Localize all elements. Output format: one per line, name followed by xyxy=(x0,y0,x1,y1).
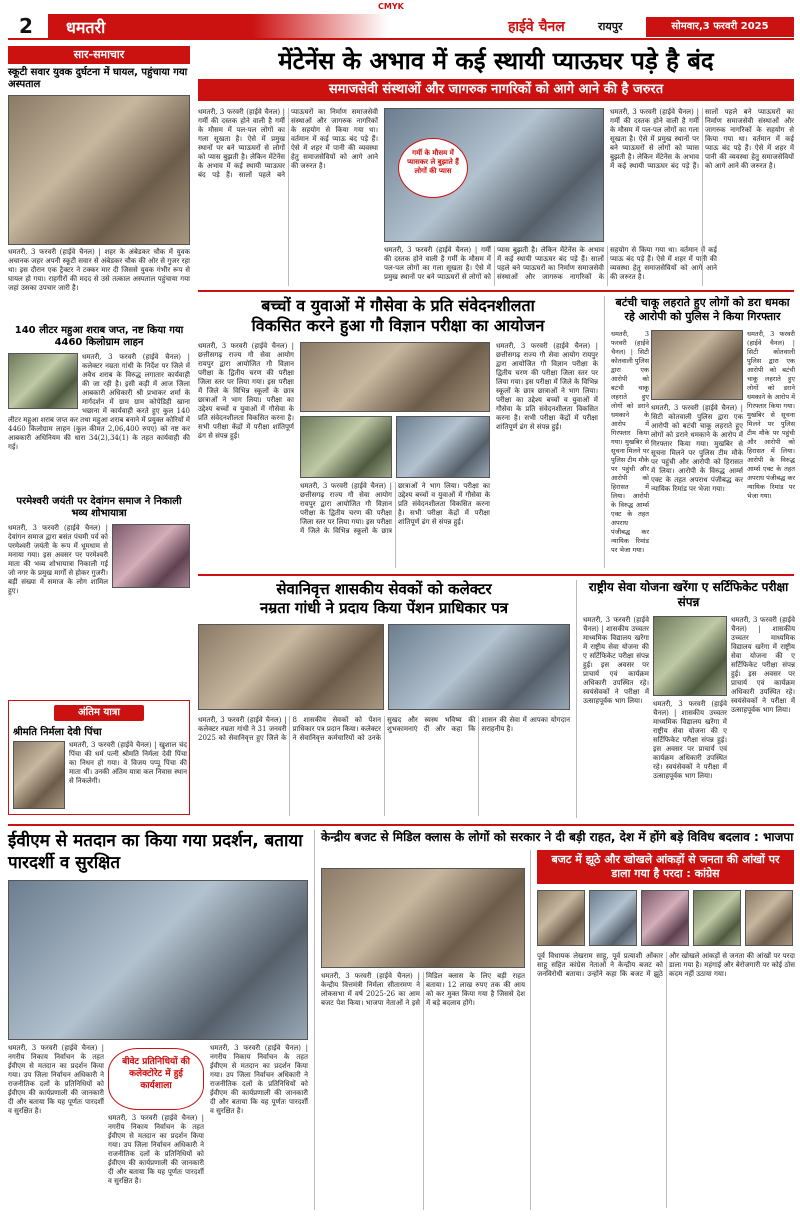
divider-2 xyxy=(198,574,794,576)
lead-headline: मेंटेनेंस के अभाव में कई स्थायी प्याऊघर पड़े है बंद xyxy=(278,47,714,75)
story-gau-vigyan xyxy=(198,296,598,568)
obituary-photo xyxy=(13,741,65,809)
cmyk-mark: CMYK xyxy=(378,2,404,11)
story6-highlight-box: बीवेट प्रतिनिधियों की कलेक्टोरेट में हुई कार्यशाला xyxy=(108,1048,204,1110)
story4-headline-2: नम्रता गांधी ने प्रदाय किया पेंशन प्राधिकार पत्र xyxy=(259,599,509,617)
story3-headline-2: रहे आरोपी को पुलिस ने किया गिरफ्तार xyxy=(624,310,781,323)
obituary-box xyxy=(8,700,190,815)
sidebar xyxy=(8,46,190,686)
divider-3 xyxy=(8,824,794,826)
page-number: 2 xyxy=(8,14,44,38)
story4-photo-2 xyxy=(388,624,570,710)
s1-photo xyxy=(8,95,190,245)
lead-body-3: धमतरी, 3 फरवरी (हाईवे चैनल) | गर्मी की दस्तक होने वाली है गर्मी के मौसम में पल-पल लोगों का गला सूखता है। ऐसे में प्रमुख स्थानों पर बने प्याऊघरों से लोगों को प्यास बुझती है। लेकिन मेंटेनेंस के अभाव में कई स्थायी प्याऊघर बंद पड़े हैं। सालों पहले बने प्याऊघरों का निर्माण समाजसेवी संस्थाओं और जागरुक नागरिकों के सहयोग से किया गया था। वर्तमान में कई प्याऊ बंद पड़े हैं। ऐसे में शहर में पानी की व्यवस्था हेतु समाजसेवियों को आगे आने की जरुरत है। xyxy=(610,108,794,170)
story-nss xyxy=(576,580,794,818)
story5-body-3: धमतरी, 3 फरवरी (हाईवे चैनल) | शासकीय उच्चतर माध्यमिक विद्यालय खरेंगा में राष्ट्रीय सेवा योजना की ए सर्टिफिकेट परीक्षा संपन्न हुई। इस अवसर पर प्राचार्य एवं कार्यक्रम अधिकारी उपस्थित रहे। स्वयंसेवकों ने परीक्षा में उत्साहपूर्वक भाग लिया। xyxy=(731,616,795,714)
s2-body: धमतरी, 3 फरवरी (हाईवे चैनल) | कलेक्टर नम्रता गांधी के निर्देश पर जिले में अवैध शराब के विरुद्ध लगातार कार्यवाही की जा रही है। इसी कड़ी में आज जिला आबकारी अधिकारी श्री प्रभाकर शर्मा के मार्गदर्शन में ग्राम ग्राम कोपेडिही खाना भछाना में कार्यवाही करते हुए कुल 140 लीटर महुआ शराब जप्त कर तथा महुआ शराब बनाने में प्रयुक्त कोरियों में 4460 किलोग्राम लाहन (कुल कीमत 2,06,400 रुपए) को नष्ट कर आबकारी अधिनियम की धारा 34(2),34(1) के तहत कार्यवाही की गई। xyxy=(8,353,190,451)
story2-headline-2: विकसित करने हुआ गौ विज्ञान परीक्षा का आयोजन xyxy=(251,316,545,335)
story7-body: धमतरी, 3 फरवरी (हाईवे चैनल) | केन्द्रीय वित्तमंत्री निर्मला सीतारमण ने लोकसभा में वर्ष 2025-26 का आम बजट पेश किया। भाजपा नेताओं ने इसे मिडिल क्लास के लिए बड़ी राहत बताया। 12 लाख रुपए तक की आय को कर मुक्त किया गया है जिससे देश में बड़े बदलाव होंगे। xyxy=(321,972,525,1007)
story5-body: धमतरी, 3 फरवरी (हाईवे चैनल) | शासकीय उच्चतर माध्यमिक विद्यालय खरेंगा में राष्ट्रीय सेवा योजना की ए सर्टिफिकेट परीक्षा संपन्न हुई। इस अवसर पर प्राचार्य एवं कार्यक्रम अधिकारी उपस्थित रहे। स्वयंसेवकों ने परीक्षा में उत्साहपूर्वक भाग लिया। xyxy=(583,616,649,705)
story3-headline-1: बटंची चाकू लहराते हुए लोगों को डरा धमका xyxy=(615,296,790,309)
story4-body: धमतरी, 3 फरवरी (हाईवे चैनल) | कलेक्टर नम्रता गांधी ने 31 जनवरी 2025 को सेवानिवृत्त हुए जिले के 8 शासकीय सेवकों को पेंशन प्राधिकार पत्र प्रदान किया। कलेक्टर ने सेवानिवृत्त कर्मचारियों को उनके सुखद और स्वस्थ भविष्य की शुभकामनाएं दीं और कहा कि शासन की सेवा में आपका योगदान सराहनीय है। xyxy=(198,716,570,742)
story7-photo xyxy=(321,868,525,968)
paper-name: हाईवे चैनल xyxy=(508,19,565,35)
story6-body-2: धमतरी, 3 फरवरी (हाईवे चैनल) | नगरीय निकाय निर्वाचन के तहत ईवीएम से मतदान का प्रदर्शन किया गया। उप जिला निर्वाचन अधिकारी ने राजनीतिक दलों के प्रतिनिधियों को ईवीएम की कार्यप्रणाली की जानकारी दी और बताया कि यह पूर्णतः पारदर्शी व सुरक्षित है। xyxy=(108,1114,204,1185)
story-pension xyxy=(198,580,570,818)
story8-photo-4 xyxy=(693,890,741,946)
s3-photo xyxy=(112,524,190,588)
lead-body-2: धमतरी, 3 फरवरी (हाईवे चैनल) | गर्मी की दस्तक होने वाली है गर्मी के मौसम में पल-पल लोगों का गला सूखता है। ऐसे में प्रमुख स्थानों पर बने प्याऊघरों से लोगों को प्यास बुझती है। लेकिन मेंटेनेंस के अभाव में कई स्थायी प्याऊघर बंद पड़े हैं। सालों पहले बने प्याऊघरों का निर्माण समाजसेवी संस्थाओं और जागरुक नागरिकों के सहयोग से किया गया था। वर्तमान में कई प्याऊ बंद पड़े हैं। ऐसे में शहर में पानी की व्यवस्था हेतु समाजसेवियों को आगे आने की जरुरत है। xyxy=(384,246,717,281)
story2-body-3: धमतरी, 3 फरवरी (हाईवे चैनल) | छत्तीसगढ़ राज्य गौ सेवा आयोग रायपुर द्वारा आयोजित गौ विज्ञान परीक्षा के द्वितीय चरण की परीक्षा जिला स्तर पर लिया गया। इस परीक्षा में जिले के विभिन्न स्कूलों के छात्र छात्राओं ने भाग लिया। परीक्षा का उद्देश्य बच्चों व युवाओं में गौसेवा के प्रति संवेदनशीलता विकसित करना है। सभी परीक्षा केंद्रों में परीक्षा शांतिपूर्ण ढंग से संपन्न हुई। xyxy=(496,342,598,431)
edition-date: सोमवार,3 फरवरी 2025 xyxy=(646,17,794,37)
story8-photo-1 xyxy=(537,890,585,946)
place-name: रायपुर xyxy=(598,20,623,33)
story4-headline-1: सेवानिवृत्त शासकीय सेवकों को कलेक्टर xyxy=(276,580,492,598)
s2-photo xyxy=(8,353,78,409)
story8-photo-2 xyxy=(589,890,637,946)
story5-photo xyxy=(653,616,727,696)
s2-headline: 140 लीटर महुआ शराब जप्त, नष्ट किया गया 4460 किलोग्राम लाहन xyxy=(14,325,184,348)
story3-photo xyxy=(651,330,743,400)
s1-body: धमतरी, 3 फरवरी (हाईवे चैनल) | शहर के अंबेडकर चौक में युवक अचानक जहर अपनी स्कूटी सवार से अंबेडकर चौक की ओर से गुजर रहा था। इस दौरान एक ट्रैक्टर ने टक्कर मार दी जिससे युवक गंभीर रूप से घायल हो गया। राहगीरों की मदद से उसे तत्काल अस्पताल पहुंचाया गया जहां उसका उपचार जारी है। xyxy=(8,248,190,292)
s3-body: धमतरी, 3 फरवरी (हाईवे चैनल) | देवांगन समाज द्वारा बसंत पंचमी पर्व को परमेश्वरी जयंती के रूप में धूमधाम से मनाया गया। इस अवसर पर परमेश्वरी माता की भव्य शोभायात्रा निकाली गई जो नगर के प्रमुख मार्गों से होकर गुजरी। बड़ी संख्या में समाज के लोग शामिल हुए। xyxy=(8,524,108,595)
story3-body-3: धमतरी, 3 फरवरी (हाईवे चैनल) | सिटी कोतवाली पुलिस द्वारा एक आरोपी को बटंची चाकू लहराते हुए लोगों को डराने धमकाने के आरोप में गिरफ्तार किया गया। मुखबिर से सूचना मिलने पर पुलिस टीम मौके पर पहुंची और आरोपी को हिरासत में लिया। आरोपी के विरुद्ध आर्म्स एक्ट के तहत अपराध पंजीबद्ध कर न्यायिक रिमांड पर भेजा गया। xyxy=(747,330,795,500)
story5-body-2: धमतरी, 3 फरवरी (हाईवे चैनल) | शासकीय उच्चतर माध्यमिक विद्यालय खरेंगा में राष्ट्रीय सेवा योजना की ए सर्टिफिकेट परीक्षा संपन्न हुई। इस अवसर पर प्राचार्य एवं कार्यक्रम अधिकारी उपस्थित रहे। स्वयंसेवकों ने परीक्षा में उत्साहपूर्वक भाग लिया। xyxy=(653,700,727,780)
story8-photo-5 xyxy=(745,890,793,946)
story6-photo xyxy=(8,880,308,1040)
story-budget-congress xyxy=(530,850,794,1210)
s1-headline: स्कूटी सवार युवक दुर्घटना में घायल, पहुंचाया गया अस्पताल xyxy=(8,67,188,90)
story3-body: धमतरी, 3 फरवरी (हाईवे चैनल) | सिटी कोतवाली पुलिस द्वारा एक आरोपी को बटंची चाकू लहराते हुए लोगों को डराने धमकाने के आरोप में गिरफ्तार किया गया। मुखबिर से सूचना मिलने पर पुलिस टीम मौके पर पहुंची और आरोपी को हिरासत में लिया। आरोपी के विरुद्ध आर्म्स एक्ट के तहत अपराध पंजीबद्ध कर न्यायिक रिमांड पर भेजा गया। xyxy=(611,330,650,554)
city-name: धमतरी xyxy=(66,18,106,37)
obituary-header: अंतिम यात्रा xyxy=(54,705,144,721)
story-police-arrest xyxy=(604,296,794,568)
story2-photo-1 xyxy=(300,342,490,412)
story6-body-3: धमतरी, 3 फरवरी (हाईवे चैनल) | नगरीय निकाय निर्वाचन के तहत ईवीएम से मतदान का प्रदर्शन किया गया। उप जिला निर्वाचन अधिकारी ने राजनीतिक दलों के प्रतिनिधियों को ईवीएम की कार्यप्रणाली की जानकारी दी और बताया कि यह पूर्णतः पारदर्शी व सुरक्षित है। xyxy=(210,1044,308,1115)
story8-headline: बजट में झूठे और खोखले आंकड़ों से जनता की आंखों पर डाला गया है परदा : कांग्रेस xyxy=(537,850,794,884)
story3-body-2: धमतरी, 3 फरवरी (हाईवे चैनल) | सिटी कोतवाली पुलिस द्वारा एक आरोपी को बटंची चाकू लहराते हुए लोगों को डराने धमकाने के आरोप में गिरफ्तार किया गया। मुखबिर से सूचना मिलने पर पुलिस टीम मौके पर पहुंची और आरोपी को हिरासत में लिया। आरोपी के विरुद्ध आर्म्स एक्ट के तहत अपराध पंजीबद्ध कर न्यायिक रिमांड पर भेजा गया। xyxy=(651,404,743,493)
story6-headline: ईवीएम से मतदान का किया गया प्रदर्शन, बताया पारदर्शी व सुरक्षित xyxy=(8,831,303,873)
s3-headline: परमेश्वरी जयंती पर देवांगन समाज ने निकाली भव्य शोभायात्रा xyxy=(16,496,182,519)
story8-body: पूर्व विधायक लेखराम साहू, पूर्व प्रत्याशी ओंकार साहू सहित कांग्रेस नेताओं ने केन्द्रीय बजट को जनविरोधी बताया। उन्होंने कहा कि बजट में झूठे और खोखले आंकड़ों से जनता की आंखों पर परदा डाला गया है। महंगाई और बेरोजगारी पर कोई ठोस कदम नहीं उठाया गया। xyxy=(537,952,795,978)
divider-1 xyxy=(198,290,794,292)
obituary-name: श्रीमति निर्मला देवी पिंचा xyxy=(13,727,102,738)
section-header: सार-समाचार xyxy=(8,46,190,64)
lead-subhead: समाजसेवी संस्थाओं और जागरुक नागरिकों को आगे आने की है जरुरत xyxy=(198,79,794,101)
story5-headline: राष्ट्रीय सेवा योजना खरेंगा ए सर्टिफिकेट परीक्षा संपन्न xyxy=(588,580,789,609)
story2-headline-1: बच्चों व युवाओं में गौसेवा के प्रति संवेदनशीलता xyxy=(261,296,535,315)
masthead xyxy=(8,14,794,40)
story2-photo-2 xyxy=(300,416,392,478)
masthead-city-band xyxy=(48,14,388,38)
story4-photo-1 xyxy=(198,624,384,710)
story2-photo-3 xyxy=(396,416,490,478)
lead-photo-caption: गर्मी के मौसम में प्यासकर ले बुझाते हैं लोगों की प्यास xyxy=(398,138,468,198)
story2-body-2: धमतरी, 3 फरवरी (हाईवे चैनल) | छत्तीसगढ़ राज्य गौ सेवा आयोग रायपुर द्वारा आयोजित गौ विज्ञान परीक्षा के द्वितीय चरण की परीक्षा जिला स्तर पर लिया गया। इस परीक्षा में जिले के विभिन्न स्कूलों के छात्र छात्राओं ने भाग लिया। परीक्षा का उद्देश्य बच्चों व युवाओं में गौसेवा के प्रति संवेदनशीलता विकसित करना है। सभी परीक्षा केंद्रों में परीक्षा शांतिपूर्ण ढंग से संपन्न हुई। xyxy=(300,482,490,535)
story6-body: धमतरी, 3 फरवरी (हाईवे चैनल) | नगरीय निकाय निर्वाचन के तहत ईवीएम से मतदान का प्रदर्शन किया गया। उप जिला निर्वाचन अधिकारी ने राजनीतिक दलों के प्रतिनिधियों को ईवीएम की कार्यप्रणाली की जानकारी दी और बताया कि यह पूर्णतः पारदर्शी व सुरक्षित है। xyxy=(8,1044,104,1115)
lead-story xyxy=(198,46,794,288)
story7-headline: केन्द्रीय बजट से मिडिल क्लास के लोगों को सरकार ने दी बड़ी राहत, देश में होंगे बड़े विविध बदलाव : भाजपा xyxy=(321,830,794,844)
story8-photo-3 xyxy=(641,890,689,946)
story-evm xyxy=(8,830,308,1210)
lead-body: धमतरी, 3 फरवरी (हाईवे चैनल) | गर्मी की दस्तक होने वाली है गर्मी के मौसम में पल-पल लोगों का गला सूखता है। ऐसे में प्रमुख स्थानों पर बने प्याऊघरों से लोगों को प्यास बुझती है। लेकिन मेंटेनेंस के अभाव में कई स्थायी प्याऊघर बंद पड़े हैं। सालों पहले बने प्याऊघरों का निर्माण समाजसेवी संस्थाओं और जागरुक नागरिकों के सहयोग से किया गया था। वर्तमान में कई प्याऊ बंद पड़े हैं। ऐसे में शहर में पानी की व्यवस्था हेतु समाजसेवियों को आगे आने की जरुरत है। xyxy=(198,108,378,179)
obituary-body: धमतरी, 3 फरवरी (हाईवे चैनल) | खुशाल चंद पिंचा की धर्म पत्नी श्रीमति निर्मला देवी पिंचा का निधन हो गया। वे विजय पप्पू पिंचा की माता थीं। उनकी अंतिम यात्रा कल निवास स्थान से निकलेगी। xyxy=(69,741,187,785)
story2-body: धमतरी, 3 फरवरी (हाईवे चैनल) | छत्तीसगढ़ राज्य गौ सेवा आयोग रायपुर द्वारा आयोजित गौ विज्ञान परीक्षा के द्वितीय चरण की परीक्षा जिला स्तर पर लिया गया। इस परीक्षा में जिले के विभिन्न स्कूलों के छात्र छात्राओं ने भाग लिया। परीक्षा का उद्देश्य बच्चों व युवाओं में गौसेवा के प्रति संवेदनशीलता विकसित करना है। सभी परीक्षा केंद्रों में परीक्षा शांतिपूर्ण ढंग से संपन्न हुई। xyxy=(198,342,294,440)
